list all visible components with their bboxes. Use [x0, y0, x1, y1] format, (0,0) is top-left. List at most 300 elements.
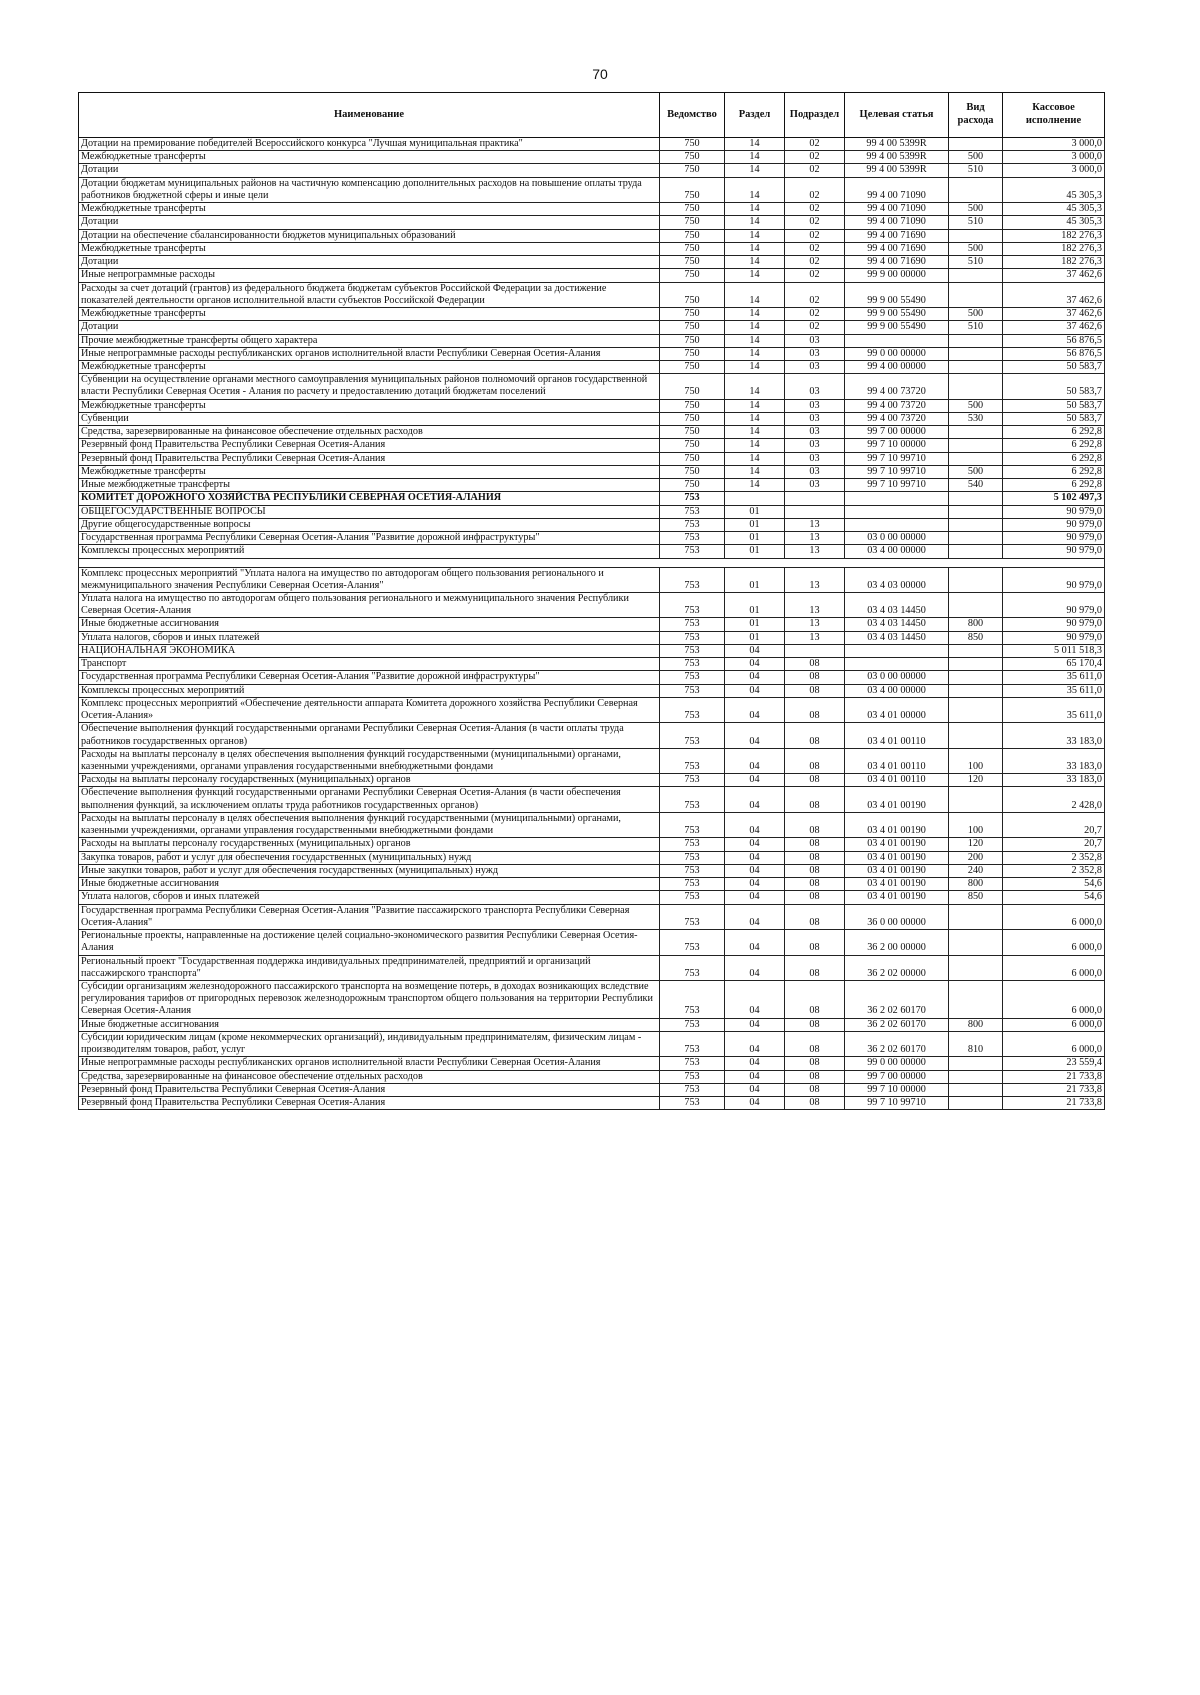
cell-department: 750 — [660, 321, 725, 334]
cell-target-article: 03 4 01 00190 — [845, 812, 949, 837]
table-row — [79, 955, 1105, 980]
cell-department: 750 — [660, 334, 725, 347]
cell-name: Прочие межбюджетные трансферты общего характера — [79, 334, 660, 347]
cell-expense-type — [949, 567, 1003, 592]
cell-subsection: 03 — [785, 334, 845, 347]
cell-department: 750 — [660, 360, 725, 373]
cell-subsection: 03 — [785, 347, 845, 360]
cell-amount: 33 183,0 — [1003, 748, 1105, 773]
table-row — [79, 567, 1105, 592]
table-row — [79, 360, 1105, 373]
cell-subsection: 08 — [785, 1070, 845, 1083]
cell-expense-type: 500 — [949, 242, 1003, 255]
cell-target-article: 99 4 00 5399R — [845, 138, 949, 151]
cell-name: Резервный фонд Правительства Республики Северная Осетия-Алания — [79, 1083, 660, 1096]
cell-subsection: 03 — [785, 412, 845, 425]
cell-target-article: 99 7 10 99710 — [845, 1097, 949, 1110]
table-row — [79, 618, 1105, 631]
cell-amount: 56 876,5 — [1003, 334, 1105, 347]
cell-expense-type — [949, 684, 1003, 697]
cell-section: 14 — [725, 164, 785, 177]
cell-section: 04 — [725, 748, 785, 773]
cell-expense-type: 850 — [949, 631, 1003, 644]
cell-amount: 6 292,8 — [1003, 465, 1105, 478]
cell-amount: 50 583,7 — [1003, 399, 1105, 412]
table-row — [79, 644, 1105, 657]
cell-department: 753 — [660, 1083, 725, 1096]
cell-target-article: 99 7 00 00000 — [845, 1070, 949, 1083]
cell-expense-type — [949, 904, 1003, 929]
cell-name: Иные непрограммные расходы республиканских органов исполнительной власти Республики Северная Осетия-Алания — [79, 347, 660, 360]
cell-amount: 21 733,8 — [1003, 1097, 1105, 1110]
cell-section: 01 — [725, 567, 785, 592]
cell-expense-type — [949, 229, 1003, 242]
cell-subsection: 03 — [785, 439, 845, 452]
cell-amount: 5 011 518,3 — [1003, 644, 1105, 657]
cell-subsection: 02 — [785, 138, 845, 151]
cell-target-article: 36 2 02 60170 — [845, 981, 949, 1019]
cell-subsection: 08 — [785, 812, 845, 837]
cell-department: 753 — [660, 532, 725, 545]
cell-target-article: 99 4 00 73720 — [845, 412, 949, 425]
table-row — [79, 465, 1105, 478]
cell-expense-type: 500 — [949, 203, 1003, 216]
cell-department: 753 — [660, 697, 725, 722]
cell-subsection: 02 — [785, 308, 845, 321]
table-row — [79, 242, 1105, 255]
cell-name: Резервный фонд Правительства Республики Северная Осетия-Алания — [79, 452, 660, 465]
cell-subsection: 08 — [785, 787, 845, 812]
cell-subsection — [785, 505, 845, 518]
header-section: Раздел — [725, 93, 785, 138]
cell-target-article — [845, 505, 949, 518]
header-department: Ведомство — [660, 93, 725, 138]
cell-section: 14 — [725, 360, 785, 373]
cell-target-article: 99 7 10 99710 — [845, 465, 949, 478]
cell-expense-type: 510 — [949, 216, 1003, 229]
cell-expense-type: 510 — [949, 321, 1003, 334]
cell-subsection: 02 — [785, 151, 845, 164]
cell-target-article: 03 4 00 00000 — [845, 545, 949, 558]
cell-department: 753 — [660, 851, 725, 864]
cell-name: Субсидии организациям железнодорожного пассажирского транспорта на возмещение потерь, в доходах возникающих вследствие регулирования тарифов от пригородных перевозок железнодорожным транспортом общего пользования на территории Республики Северная Осетия-Алания — [79, 981, 660, 1019]
cell-amount: 37 462,6 — [1003, 269, 1105, 282]
table-row — [79, 308, 1105, 321]
cell-department: 753 — [660, 723, 725, 748]
cell-amount: 90 979,0 — [1003, 592, 1105, 617]
cell-expense-type: 120 — [949, 838, 1003, 851]
cell-name: Межбюджетные трансферты — [79, 465, 660, 478]
cell-name: Дотации бюджетам муниципальных районов на частичную компенсацию дополнительных расходов на повышение оплаты труда работников бюджетной сферы и иные цели — [79, 177, 660, 202]
cell-target-article: 99 0 00 00000 — [845, 1057, 949, 1070]
cell-department: 753 — [660, 774, 725, 787]
cell-expense-type — [949, 518, 1003, 531]
cell-name: Дотации — [79, 321, 660, 334]
cell-department: 750 — [660, 439, 725, 452]
cell-amount: 90 979,0 — [1003, 567, 1105, 592]
cell-section: 01 — [725, 618, 785, 631]
cell-amount: 33 183,0 — [1003, 723, 1105, 748]
table-row — [79, 374, 1105, 399]
cell-name: Межбюджетные трансферты — [79, 399, 660, 412]
cell-section: 14 — [725, 282, 785, 307]
cell-name: Субвенции — [79, 412, 660, 425]
table-row — [79, 748, 1105, 773]
cell-section: 01 — [725, 532, 785, 545]
cell-target-article: 99 4 00 71090 — [845, 216, 949, 229]
cell-target-article: 36 2 02 00000 — [845, 955, 949, 980]
table-row — [79, 1057, 1105, 1070]
cell-expense-type — [949, 426, 1003, 439]
cell-subsection: 02 — [785, 216, 845, 229]
cell-expense-type: 850 — [949, 891, 1003, 904]
table-row — [79, 545, 1105, 558]
cell-amount: 182 276,3 — [1003, 256, 1105, 269]
cell-expense-type: 100 — [949, 748, 1003, 773]
cell-department: 753 — [660, 567, 725, 592]
table-row — [79, 151, 1105, 164]
cell-name: Иные закупки товаров, работ и услуг для обеспечения государственных (муниципальных) нужд — [79, 864, 660, 877]
cell-section: 04 — [725, 864, 785, 877]
cell-amount: 37 462,6 — [1003, 282, 1105, 307]
cell-subsection: 02 — [785, 242, 845, 255]
cell-department: 753 — [660, 878, 725, 891]
cell-department: 753 — [660, 631, 725, 644]
cell-expense-type — [949, 644, 1003, 657]
cell-department: 753 — [660, 658, 725, 671]
cell-department: 753 — [660, 644, 725, 657]
cell-expense-type: 510 — [949, 164, 1003, 177]
table-row — [79, 138, 1105, 151]
table-row — [79, 203, 1105, 216]
table-row — [79, 774, 1105, 787]
cell-amount: 56 876,5 — [1003, 347, 1105, 360]
cell-name: Обеспечение выполнения функций государственными органами Республики Северная Осетия-Алания (в части оплаты труда работников государственных органов) — [79, 723, 660, 748]
cell-amount: 3 000,0 — [1003, 138, 1105, 151]
cell-section: 04 — [725, 981, 785, 1019]
cell-section: 14 — [725, 177, 785, 202]
cell-target-article — [845, 334, 949, 347]
cell-amount: 90 979,0 — [1003, 631, 1105, 644]
cell-section: 01 — [725, 592, 785, 617]
cell-target-article — [845, 492, 949, 505]
table-row — [79, 684, 1105, 697]
cell-target-article: 03 4 01 00190 — [845, 838, 949, 851]
cell-section: 04 — [725, 697, 785, 722]
cell-target-article: 99 4 00 71090 — [845, 203, 949, 216]
cell-department: 750 — [660, 399, 725, 412]
cell-target-article — [845, 518, 949, 531]
cell-subsection: 03 — [785, 479, 845, 492]
table-row — [79, 216, 1105, 229]
cell-department: 753 — [660, 891, 725, 904]
cell-subsection: 08 — [785, 955, 845, 980]
cell-section: 01 — [725, 631, 785, 644]
cell-name: Иные бюджетные ассигнования — [79, 1018, 660, 1031]
cell-department: 750 — [660, 426, 725, 439]
cell-department: 753 — [660, 1057, 725, 1070]
cell-target-article: 36 0 00 00000 — [845, 904, 949, 929]
cell-subsection: 08 — [785, 1057, 845, 1070]
cell-department: 753 — [660, 748, 725, 773]
table-row — [79, 671, 1105, 684]
cell-department: 753 — [660, 955, 725, 980]
cell-section: 01 — [725, 545, 785, 558]
cell-subsection: 02 — [785, 203, 845, 216]
cell-amount: 6 292,8 — [1003, 452, 1105, 465]
cell-section: 04 — [725, 671, 785, 684]
cell-department: 753 — [660, 1097, 725, 1110]
table-row — [79, 851, 1105, 864]
cell-expense-type — [949, 138, 1003, 151]
cell-expense-type — [949, 492, 1003, 505]
cell-department: 753 — [660, 981, 725, 1019]
cell-amount: 3 000,0 — [1003, 151, 1105, 164]
cell-section: 14 — [725, 347, 785, 360]
table-row — [79, 864, 1105, 877]
cell-amount: 45 305,3 — [1003, 216, 1105, 229]
cell-amount: 35 611,0 — [1003, 697, 1105, 722]
cell-section — [725, 492, 785, 505]
cell-subsection: 08 — [785, 851, 845, 864]
cell-name: Комплексы процессных мероприятий — [79, 545, 660, 558]
cell-department: 753 — [660, 838, 725, 851]
cell-name: Дотации — [79, 216, 660, 229]
cell-department: 750 — [660, 242, 725, 255]
cell-expense-type — [949, 439, 1003, 452]
cell-section: 14 — [725, 452, 785, 465]
cell-section: 04 — [725, 812, 785, 837]
table-row — [79, 1097, 1105, 1110]
cell-amount: 6 292,8 — [1003, 426, 1105, 439]
cell-name: Закупка товаров, работ и услуг для обеспечения государственных (муниципальных) нужд — [79, 851, 660, 864]
cell-amount: 23 559,4 — [1003, 1057, 1105, 1070]
cell-section: 01 — [725, 505, 785, 518]
cell-section: 14 — [725, 321, 785, 334]
cell-amount: 20,7 — [1003, 812, 1105, 837]
cell-department: 753 — [660, 1070, 725, 1083]
header-cash-execution: Кассовое исполнение — [1003, 93, 1105, 138]
header-expense-type: Вид расхода — [949, 93, 1003, 138]
cell-expense-type: 500 — [949, 465, 1003, 478]
table-row — [79, 518, 1105, 531]
cell-department: 753 — [660, 864, 725, 877]
cell-subsection: 13 — [785, 567, 845, 592]
table-row — [79, 452, 1105, 465]
cell-department: 750 — [660, 164, 725, 177]
cell-section: 04 — [725, 684, 785, 697]
table-row — [79, 256, 1105, 269]
cell-name: Государственная программа Республики Северная Осетия-Алания "Развитие пассажирского транспорта Республики Северная Осетия-Алания" — [79, 904, 660, 929]
cell-name: Дотации — [79, 256, 660, 269]
cell-section: 01 — [725, 518, 785, 531]
cell-expense-type — [949, 1083, 1003, 1096]
cell-expense-type — [949, 981, 1003, 1019]
cell-subsection: 02 — [785, 321, 845, 334]
cell-subsection: 08 — [785, 684, 845, 697]
cell-expense-type: 800 — [949, 1018, 1003, 1031]
cell-subsection: 02 — [785, 282, 845, 307]
cell-subsection: 08 — [785, 838, 845, 851]
cell-subsection: 02 — [785, 164, 845, 177]
table-row — [79, 1018, 1105, 1031]
cell-section: 04 — [725, 891, 785, 904]
table-row — [79, 592, 1105, 617]
cell-expense-type — [949, 505, 1003, 518]
cell-expense-type — [949, 545, 1003, 558]
cell-name: Иные бюджетные ассигнования — [79, 618, 660, 631]
cell-amount: 21 733,8 — [1003, 1083, 1105, 1096]
cell-amount: 54,6 — [1003, 891, 1105, 904]
cell-subsection: 08 — [785, 671, 845, 684]
cell-amount: 33 183,0 — [1003, 774, 1105, 787]
table-row — [79, 269, 1105, 282]
cell-subsection: 02 — [785, 256, 845, 269]
cell-section: 04 — [725, 838, 785, 851]
cell-expense-type — [949, 452, 1003, 465]
cell-amount: 6 000,0 — [1003, 930, 1105, 955]
cell-name: Другие общегосударственные вопросы — [79, 518, 660, 531]
table-row — [79, 426, 1105, 439]
cell-department: 750 — [660, 308, 725, 321]
cell-subsection: 08 — [785, 1018, 845, 1031]
cell-name: Транспорт — [79, 658, 660, 671]
cell-name: Уплата налога на имущество по автодорогам общего пользования регионального и межмуниципального значения Республики Северная Осетия-Алания — [79, 592, 660, 617]
cell-amount: 2 352,8 — [1003, 851, 1105, 864]
cell-target-article: 99 4 00 71690 — [845, 256, 949, 269]
cell-subsection: 03 — [785, 360, 845, 373]
table-row — [79, 904, 1105, 929]
cell-section: 04 — [725, 1097, 785, 1110]
table-row — [79, 177, 1105, 202]
cell-target-article: 99 4 00 73720 — [845, 374, 949, 399]
cell-section: 14 — [725, 465, 785, 478]
cell-amount: 6 000,0 — [1003, 981, 1105, 1019]
cell-subsection: 08 — [785, 930, 845, 955]
cell-name: Резервный фонд Правительства Республики Северная Осетия-Алания — [79, 439, 660, 452]
table-row — [79, 891, 1105, 904]
cell-section: 14 — [725, 269, 785, 282]
cell-amount: 6 000,0 — [1003, 904, 1105, 929]
cell-target-article: 99 7 10 00000 — [845, 439, 949, 452]
cell-amount: 65 170,4 — [1003, 658, 1105, 671]
cell-expense-type: 500 — [949, 308, 1003, 321]
cell-expense-type — [949, 723, 1003, 748]
cell-target-article: 03 4 03 14450 — [845, 592, 949, 617]
cell-target-article: 99 9 00 55490 — [845, 321, 949, 334]
cell-subsection: 08 — [785, 904, 845, 929]
cell-amount: 3 000,0 — [1003, 164, 1105, 177]
cell-department: 753 — [660, 904, 725, 929]
cell-expense-type: 500 — [949, 399, 1003, 412]
cell-expense-type — [949, 1070, 1003, 1083]
cell-expense-type — [949, 374, 1003, 399]
cell-name: Иные непрограммные расходы — [79, 269, 660, 282]
cell-name: Расходы за счет дотаций (грантов) из федерального бюджета бюджетам субъектов Российской Федерации за достижение показателей деятельности органов исполнительной власти субъектов Российской Федерации — [79, 282, 660, 307]
table-row — [79, 334, 1105, 347]
cell-amount: 90 979,0 — [1003, 545, 1105, 558]
header-subsection: Подраздел — [785, 93, 845, 138]
cell-department: 750 — [660, 465, 725, 478]
cell-amount: 45 305,3 — [1003, 203, 1105, 216]
cell-target-article: 03 4 01 00190 — [845, 787, 949, 812]
cell-expense-type — [949, 334, 1003, 347]
cell-amount: 6 000,0 — [1003, 1031, 1105, 1056]
cell-department: 750 — [660, 412, 725, 425]
cell-department: 753 — [660, 787, 725, 812]
cell-section: 14 — [725, 138, 785, 151]
cell-name: Межбюджетные трансферты — [79, 203, 660, 216]
cell-amount: 90 979,0 — [1003, 505, 1105, 518]
cell-target-article: 99 4 00 71690 — [845, 229, 949, 242]
cell-section: 04 — [725, 1083, 785, 1096]
cell-subsection: 03 — [785, 465, 845, 478]
cell-expense-type — [949, 671, 1003, 684]
cell-name: Дотации — [79, 164, 660, 177]
cell-target-article: 03 4 03 14450 — [845, 618, 949, 631]
cell-subsection: 13 — [785, 518, 845, 531]
cell-section: 04 — [725, 1057, 785, 1070]
cell-expense-type — [949, 1097, 1003, 1110]
cell-name: Комплексы процессных мероприятий — [79, 684, 660, 697]
cell-name: Комплекс процессных мероприятий "Уплата налога на имущество по автодорогам общего пользования регионального и межмуниципального значения Республики Северная Осетия-Алания" — [79, 567, 660, 592]
cell-name: Субвенции на осуществление органами местного самоуправления муниципальных районов полномочий органов государственной власти Республики Северная Осетия - Алания по расчету и предоставлению дотаций бюджетам поселений — [79, 374, 660, 399]
cell-section: 04 — [725, 878, 785, 891]
cell-amount: 54,6 — [1003, 878, 1105, 891]
cell-subsection: 02 — [785, 229, 845, 242]
table-row — [79, 878, 1105, 891]
cell-section: 04 — [725, 1031, 785, 1056]
cell-amount: 50 583,7 — [1003, 374, 1105, 399]
cell-section: 04 — [725, 930, 785, 955]
cell-department: 750 — [660, 347, 725, 360]
cell-subsection: 03 — [785, 374, 845, 399]
cell-section: 14 — [725, 242, 785, 255]
cell-expense-type: 120 — [949, 774, 1003, 787]
table-row — [79, 479, 1105, 492]
cell-department: 750 — [660, 256, 725, 269]
cell-section: 04 — [725, 1018, 785, 1031]
cell-target-article: 99 9 00 00000 — [845, 269, 949, 282]
cell-subsection: 02 — [785, 177, 845, 202]
cell-name: Иные непрограммные расходы республиканских органов исполнительной власти Республики Северная Осетия-Алания — [79, 1057, 660, 1070]
cell-subsection: 08 — [785, 1031, 845, 1056]
cell-name: Межбюджетные трансферты — [79, 151, 660, 164]
cell-subsection: 03 — [785, 399, 845, 412]
table-row — [79, 412, 1105, 425]
cell-name: КОМИТЕТ ДОРОЖНОГО ХОЗЯЙСТВА РЕСПУБЛИКИ СЕВЕРНАЯ ОСЕТИЯ-АЛАНИЯ — [79, 492, 660, 505]
cell-name: Средства, зарезервированные на финансовое обеспечение отдельных расходов — [79, 426, 660, 439]
cell-subsection: 08 — [785, 981, 845, 1019]
cell-department: 753 — [660, 618, 725, 631]
cell-subsection: 08 — [785, 774, 845, 787]
cell-amount: 50 583,7 — [1003, 412, 1105, 425]
cell-name: ОБЩЕГОСУДАРСТВЕННЫЕ ВОПРОСЫ — [79, 505, 660, 518]
cell-department: 750 — [660, 282, 725, 307]
cell-name: Дотации на обеспечение сбалансированности бюджетов муниципальных образований — [79, 229, 660, 242]
cell-target-article: 99 4 00 71090 — [845, 177, 949, 202]
cell-section: 04 — [725, 658, 785, 671]
cell-subsection: 02 — [785, 269, 845, 282]
cell-name: Обеспечение выполнения функций государственными органами Республики Северная Осетия-Алания (в части обеспечения выполнения функций, за исключением оплаты труда работников государственных органов) — [79, 787, 660, 812]
cell-amount: 45 305,3 — [1003, 177, 1105, 202]
table-row — [79, 532, 1105, 545]
cell-expense-type — [949, 592, 1003, 617]
page-number: 70 — [592, 66, 608, 82]
cell-target-article: 03 4 01 00110 — [845, 723, 949, 748]
cell-target-article: 03 4 01 00190 — [845, 891, 949, 904]
cell-department: 750 — [660, 269, 725, 282]
